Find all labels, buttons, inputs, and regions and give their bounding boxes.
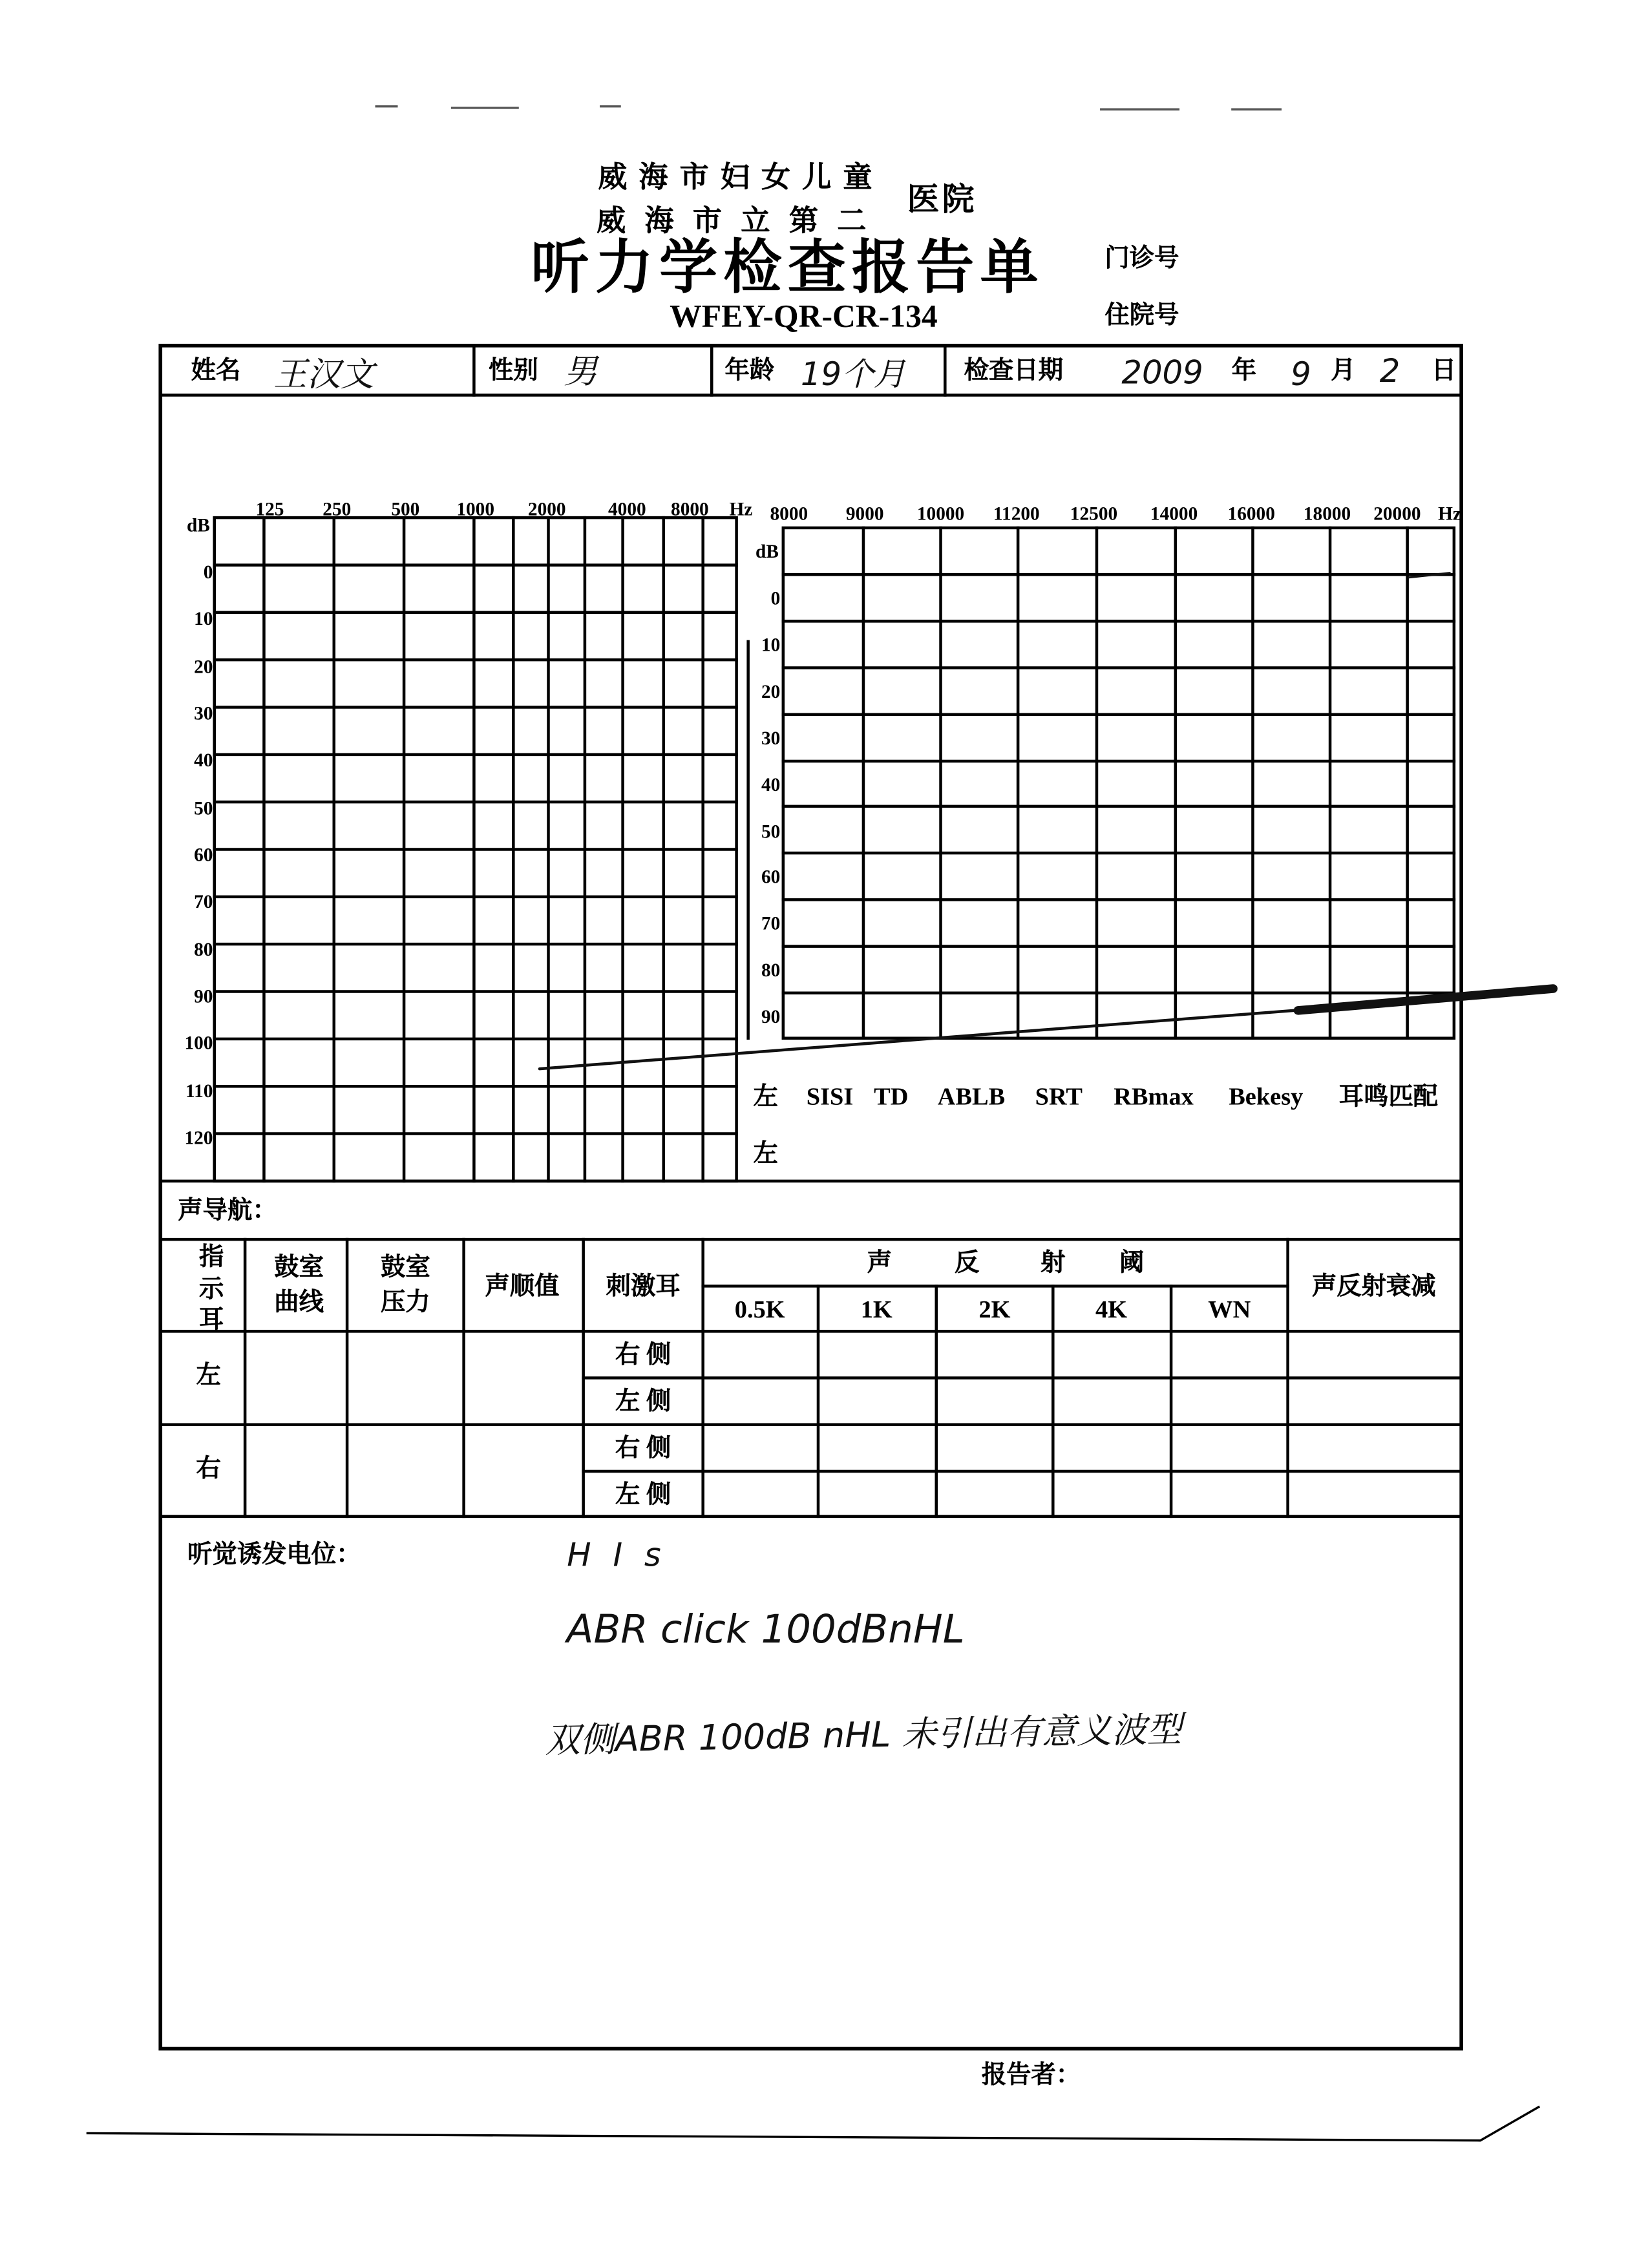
reflex-threshold-header: 反 [954,1248,980,1277]
report-title: 听力学检查报告单 [531,235,1044,300]
frequency-tick-label: 18000 [1303,502,1351,525]
db-tick-label: 60 [194,843,213,866]
test-name-rbmax: RBmax [1114,1082,1194,1111]
db-tick-label: 30 [761,726,781,749]
hospital-name-line1: 威海市妇女儿童 [598,162,884,194]
audiogram-high-frequency-grid [748,528,1454,1038]
scan-artifacts [376,107,1280,110]
special-tests-ear-row1: 左 [753,1082,778,1111]
db-tick-label: 100 [184,1031,213,1054]
tymp-curve-header: 曲线 [274,1288,324,1316]
inpatient-number-label: 住院号 [1104,300,1179,329]
stimulus-side-cell: 左 侧 [615,1480,671,1509]
patient-age-label: 年龄 [724,356,775,384]
immittance-table-rules [160,1239,1461,1517]
reflex-threshold-header: 声 [867,1248,892,1277]
db-tick-label: 90 [761,1005,781,1027]
hospital-name-line2: 威海市立第二 [596,205,885,238]
frequency-tick-label: 14000 [1150,502,1198,525]
stimulus-side-cell: 右 侧 [615,1434,671,1462]
patient-sex-label: 性别 [488,356,538,384]
db-tick-label: 50 [194,797,213,819]
db-tick-label: 10 [194,607,213,629]
frequency-tick-label: 8000 [770,502,808,525]
frequency-tick-label: 12500 [1070,502,1118,525]
db-tick-label: 0 [203,560,213,583]
frequency-tick-label: 20000 [1373,502,1421,525]
db-tick-label: 50 [761,820,781,843]
form-code: WFEY-QR-CR-134 [670,297,938,334]
reflex-threshold-header: 阈 [1119,1248,1145,1277]
outpatient-number-label: 门诊号 [1104,244,1179,272]
exam-day-label: 日 [1431,356,1457,384]
reflex-frequency-header: 1K [860,1296,893,1323]
audiogram-standard-grid [215,518,737,1181]
reflex-frequency-header: 4K [1095,1296,1128,1323]
db-tick-label: 70 [761,912,781,934]
handwritten-note-result: 双侧ABR 100dB nHL 未引出有意义波型 [544,1709,1183,1761]
handwritten-note-abr-click: ABR click 100dBnHL [566,1607,965,1653]
db-tick-label: 0 [770,587,781,609]
exam-year-value: 2009 [1121,355,1203,393]
db-tick-label: 80 [194,938,213,960]
test-name-ablb: ABLB [937,1082,1006,1111]
patient-name-value: 王汉文 [273,356,374,395]
bottom-edge-line [87,2107,1538,2141]
indicator-ear-cell: 左 [196,1361,221,1389]
reflex-frequency-header: WN [1208,1296,1251,1323]
reflex-decay-header: 声反射衰减 [1311,1272,1436,1300]
frequency-tick-label: 9000 [845,502,884,525]
exam-month-value: 9 [1291,357,1311,394]
exam-date-label: 检查日期 [964,356,1064,384]
test-name-bekesy: Bekesy [1229,1082,1304,1111]
db-axis-unit: dB [186,514,210,536]
tymp-pressure-header: 压力 [380,1288,430,1316]
db-tick-label: 60 [761,865,781,888]
frequency-axis-unit: Hz [729,498,753,520]
db-tick-label: 40 [761,773,781,795]
test-name-sisi: SISI [806,1082,854,1111]
frequency-tick-label: 1000 [456,498,495,520]
db-tick-label: 80 [761,958,781,981]
patient-sex-value: 男 [564,353,598,392]
db-tick-label: 10 [761,633,781,656]
indicator-ear-header: 耳 [199,1305,224,1334]
db-tick-label: 70 [194,890,213,912]
db-tick-label: 120 [184,1126,213,1149]
exam-month-label: 月 [1331,356,1356,384]
patient-name-label: 姓名 [191,356,241,384]
frequency-tick-label: 10000 [916,502,965,525]
db-axis-unit: dB [755,540,779,562]
frequency-axis-unit: Hz [1438,502,1462,525]
form-outer-border [160,346,1461,2049]
compliance-header: 声顺值 [485,1272,560,1300]
frequency-tick-label: 500 [391,498,420,520]
frequency-tick-label: 11200 [993,502,1040,525]
indicator-ear-cell: 右 [196,1454,221,1482]
reflex-frequency-header: 2K [978,1296,1011,1323]
db-tick-label: 90 [194,985,213,1007]
stimulus-side-cell: 左 侧 [615,1387,671,1416]
db-tick-label: 20 [194,655,213,678]
patient-age-value: 19个月 [800,357,906,394]
special-tests-ear-row2: 左 [753,1139,778,1168]
reporter-label: 报告者： [981,2061,1081,2089]
section-rules [160,1181,1461,1239]
db-tick-label: 30 [194,702,213,724]
frequency-tick-label: 250 [322,498,352,520]
indicator-ear-header: 示 [199,1275,224,1303]
hospital-name-suffix: 医院 [907,180,977,218]
exam-year-label: 年 [1231,356,1257,384]
stimulus-side-cell: 右 侧 [615,1340,671,1369]
test-name-srt: SRT [1035,1082,1083,1111]
tymp-curve-header: 鼓室 [274,1253,324,1281]
handwritten-note-device: H I s [567,1538,667,1575]
stimulus-ear-header: 刺激耳 [606,1272,681,1300]
db-tick-label: 40 [194,748,213,771]
exam-day-value: 2 [1379,354,1400,391]
test-name-td: TD [874,1082,909,1111]
frequency-tick-label: 125 [255,498,284,520]
indicator-ear-header: 指 [199,1243,224,1271]
immittance-section-label: 声导航： [178,1196,277,1224]
tymp-pressure-header: 鼓室 [380,1253,430,1281]
frequency-tick-label: 8000 [671,498,709,520]
test-name-tinnitus-matching: 耳鸣匹配 [1338,1082,1439,1111]
frequency-tick-label: 16000 [1227,502,1275,525]
frequency-tick-label: 2000 [527,498,566,520]
db-tick-label: 20 [761,680,781,702]
frequency-tick-label: 4000 [608,498,646,520]
reflex-threshold-header: 射 [1041,1248,1066,1277]
evoked-potentials-label: 听觉诱发电位： [187,1540,361,1569]
db-tick-label: 110 [185,1080,213,1102]
reflex-frequency-header: 0.5K [734,1296,785,1323]
